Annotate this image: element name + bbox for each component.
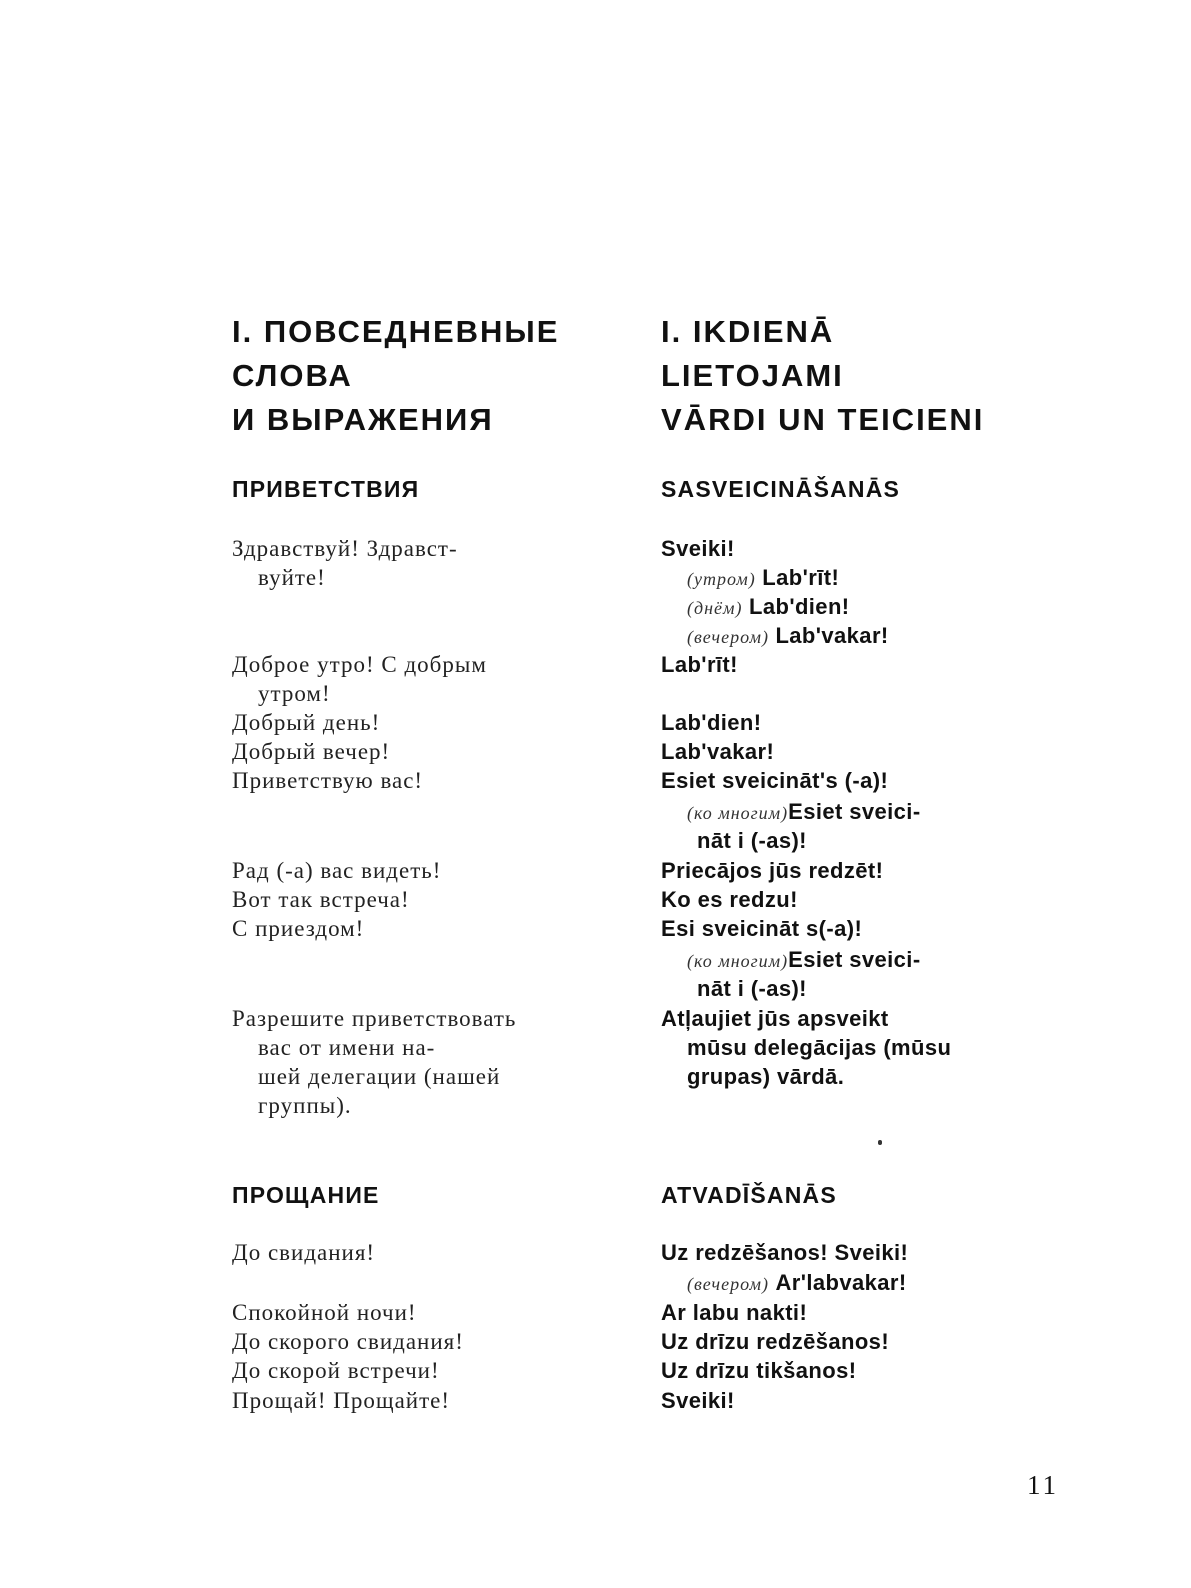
lv-phrase-text: Lab'vakar! (661, 739, 775, 764)
usage-note: (утром) (687, 569, 756, 589)
lv-phrase-text: Atļaujiet jūs apsveikt (661, 1006, 889, 1031)
lv-phrase-text: Uz drīzu redzēšanos! (661, 1329, 890, 1354)
lv-phrase-line (661, 1238, 908, 1268)
lv-phrase-line (661, 1356, 856, 1386)
lv-farewell-heading: ATVADĪŠANĀS (661, 1182, 837, 1208)
lv-phrase-text: Ar labu nakti! (661, 1300, 808, 1325)
lv-phrase-text: Esiet sveici- (788, 947, 921, 972)
ru-phrase-line: С приездом! (232, 916, 365, 941)
ru-phrase-line: Доброе утро! С добрым (232, 652, 487, 677)
lv-phrase-line (661, 1062, 844, 1092)
lv-phrase-text: nāt i (-as)! (697, 976, 807, 1001)
lv-phrase-line (661, 1298, 807, 1328)
lv-phrase-text: Sveiki! (661, 536, 735, 561)
lv-phrase-line (661, 737, 774, 767)
ru-title-line: I. ПОВСЕДНЕВНЫЕ (232, 314, 560, 349)
lv-phrase-text: grupas) vārdā. (687, 1064, 845, 1089)
lv-phrase-text: Esiet sveicināt's (-a)! (661, 768, 889, 793)
ru-phrase-line: вуйте! (258, 565, 326, 590)
lv-title-line: I. IKDIENĀ (661, 314, 835, 349)
lv-phrase-line (661, 1386, 735, 1416)
ru-phrase-line: До свидания! (232, 1240, 376, 1265)
lv-phrase-line (661, 826, 807, 856)
lv-phrase-text: Lab'dien! (749, 594, 850, 619)
lv-phrase-line (661, 563, 839, 594)
ru-title-line: СЛОВА (232, 358, 353, 393)
ru-phrase-line: До скорого свидания! (232, 1329, 464, 1354)
lv-phrase-line (661, 534, 735, 564)
ru-phrase-line: Добрый день! (232, 710, 381, 735)
lv-title-line: LIETOJAMI (661, 358, 844, 393)
ru-phrase-line: Приветствую вас! (232, 768, 424, 793)
lv-phrase-line (661, 1033, 951, 1063)
lv-phrase-text: nāt i (-as)! (697, 828, 807, 853)
lv-phrase-text: Uz redzēšanos! Sveiki! (661, 1240, 909, 1265)
print-speck (878, 1140, 882, 1145)
ru-phrase-line: группы). (258, 1093, 352, 1118)
usage-note: (ко многим) (687, 803, 789, 823)
lv-phrase-line (661, 914, 862, 944)
lv-phrase-text: Esiet sveici- (788, 799, 921, 824)
lv-phrase-line (661, 766, 888, 796)
lv-phrase-line (661, 974, 807, 1004)
page-number: 11 (1027, 1470, 1059, 1500)
lv-phrase-line (661, 708, 762, 738)
ru-phrase-line: вас от имени на- (258, 1035, 436, 1060)
ru-farewell-heading: ПРОЩАНИЕ (232, 1182, 380, 1208)
lv-phrase-line (661, 945, 921, 976)
lv-phrase-line (661, 1268, 907, 1299)
lv-phrase-text: mūsu delegācijas (mūsu (687, 1035, 952, 1060)
lv-greetings-heading: SASVEICINĀŠANĀS (661, 476, 901, 502)
lv-phrase-line (661, 592, 850, 623)
lv-phrase-line (661, 621, 889, 652)
lv-phrase-line (661, 1327, 889, 1357)
lv-phrase-text: Lab'dien! (661, 710, 762, 735)
ru-phrase-line: Рад (-а) вас видеть! (232, 858, 442, 883)
lv-title-line: VĀRDI UN TEICIENI (661, 402, 985, 437)
usage-note: (вечером) (687, 627, 769, 647)
ru-phrase-line: утром! (258, 681, 331, 706)
lv-phrase-text: Lab'rīt! (661, 652, 738, 677)
ru-greetings-heading: ПРИВЕТСТВИЯ (232, 476, 420, 502)
lv-phrase-line (661, 856, 883, 886)
lv-phrase-line (661, 1004, 889, 1034)
lv-phrase-line (661, 797, 921, 828)
lv-phrase-text: Ar'labvakar! (775, 1270, 907, 1295)
usage-note: (ко многим) (687, 951, 789, 971)
lv-phrase-text: Sveiki! (661, 1388, 735, 1413)
ru-phrase-line: Спокойной ночи! (232, 1300, 417, 1325)
ru-phrase-line: Прощай! Прощайте! (232, 1388, 451, 1413)
ru-phrase-line: Вот так встреча! (232, 887, 410, 912)
ru-phrase-line: Здравствуй! Здравст- (232, 536, 458, 561)
ru-phrase-line: До скорой встречи! (232, 1358, 440, 1383)
lv-phrase-text: Ko es redzu! (661, 887, 798, 912)
lv-phrase-text: Priecājos jūs redzēt! (661, 858, 884, 883)
lv-phrase-line (661, 885, 798, 915)
lv-phrase-text: Lab'rīt! (762, 565, 840, 590)
lv-phrase-text: Lab'vakar! (775, 623, 889, 648)
ru-title-line: И ВЫРАЖЕНИЯ (232, 402, 494, 437)
usage-note: (днём) (687, 598, 743, 618)
ru-phrase-line: Разрешите приветствовать (232, 1006, 517, 1031)
usage-note: (вечером) (687, 1274, 769, 1294)
lv-phrase-text: Esi sveicināt s(-a)! (661, 916, 863, 941)
lv-phrase-text: Uz drīzu tikšanos! (661, 1358, 857, 1383)
lv-phrase-line (661, 650, 738, 680)
ru-phrase-line: Добрый вечер! (232, 739, 391, 764)
ru-phrase-line: шей делегации (нашей (258, 1064, 501, 1089)
